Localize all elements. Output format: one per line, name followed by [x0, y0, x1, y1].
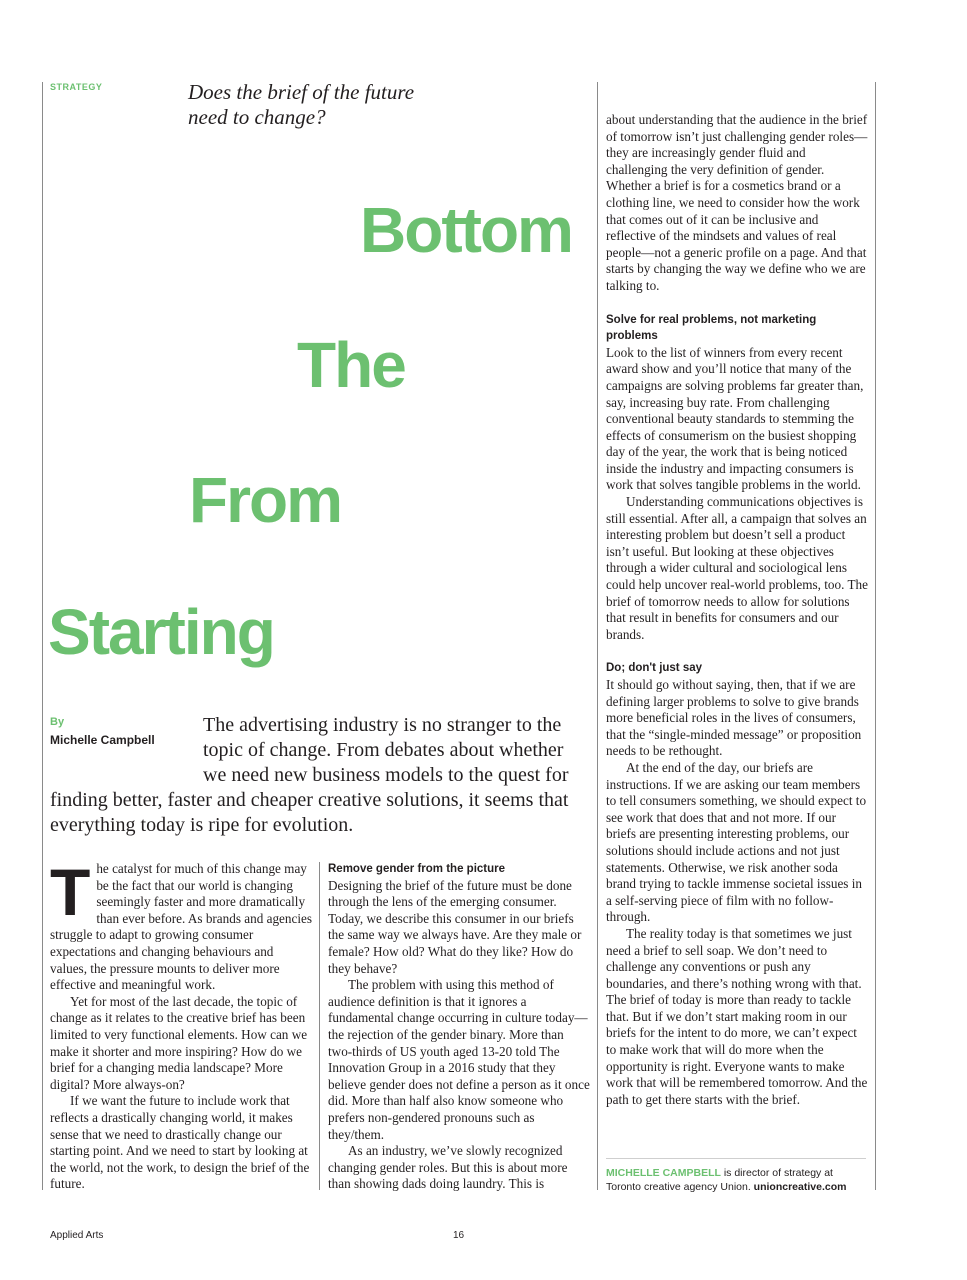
author-bio — [606, 1166, 868, 1194]
col2-paragraph-2: The problem with using this method of audience definition is that it ignores a fundamental change occurring in culture today—the rejection of the gender binary. More than two-thirds of US youth aged 13-20 told The Innovation Group in a 2016 study that they believe gender does not define a person as it once did. More than half also know someone who prefers non-gendered pronouns such as they/them. — [328, 977, 590, 1142]
dropcap: T — [50, 855, 91, 929]
col3-paragraph-2: Look to the list of winners from every recent award show and you’ll notice that many of the campaigns are solving problems far greater than, say, increasing buy rate. From challenging conventional beauty standards to stemming the effects of consumerism on the busiest shopping day of the year, the work that is being noticed inside the industry and impacting consumers is work that solves tangible problems in the world. — [606, 344, 864, 493]
byline-name: Michelle Campbell — [50, 733, 155, 747]
intro-text: The advertising industry is no stranger to the topic of change. From debates about whether we need new business models to the quest for finding better, faster and cheaper creative solutions, it seems that everything today is ripe for evolution. — [50, 714, 569, 836]
body-column-2 — [328, 861, 590, 1193]
body-column-1 — [50, 855, 313, 1193]
col3-paragraph-1: about understanding that the audience in the brief of tomorrow isn’t just challenging gender roles—they are increasingly gender fluid and challenging the very definition of gender. Whether a brief is for a cosmetics brand or a clothing line, we need to consider how the work that comes out of it can be inclusive and reflective of the mindsets and values of real people—not a generic profile on a page. And that starts by changing the way we define who we are talking to. — [606, 112, 868, 293]
col3-subheading-2: Do; don't just say — [606, 662, 703, 675]
col3-paragraph-4: It should go without saying, then, that if we are defining larger problems to solve to give brands more beneficial roles in the lives of consumers, that the “single-minded message” or proposition needs to be rethought. — [606, 677, 862, 759]
left-margin-rule — [42, 82, 43, 1190]
col3-paragraph-3: Understanding communications objectives is still essential. After all, a campaign that solves an interesting problem but doesn’t sell a product isn’t useful. But looking at these objectives through a wider cultural and sociological lens could help uncover real-world problems, too. The brief of tomorrow needs to allow for solutions that result in benefits for consumers and our brands. — [606, 494, 868, 642]
footer-publication: Applied Arts — [50, 1230, 104, 1241]
col3-subheading-1: Solve for real problems, not marketing problems — [606, 313, 817, 343]
headline-word-4: Starting — [48, 596, 274, 668]
column-rule-1 — [319, 862, 320, 1190]
footer-page-number: 16 — [453, 1230, 465, 1241]
col3-paragraph-6: The reality today is that sometimes we just need a brief to sell soap. We don’t need to challenge any conventions or push any boundaries, and there’s nothing wrong with that. The brief of today is more than ready to tackle that. But if we don’t start making room in our briefs for the intent to do more, we can’t expect to make work that will do more when the opportunity is right. Everyone wants to make work that will be remembered tomorrow. And the path to get there starts with the brief. — [606, 925, 868, 1107]
section-tag: STRATEGY — [50, 82, 103, 92]
col1-paragraph-3: If we want the future to include work that reflects a drastically changing world, it makes sense that we need to drastically change our starting point. And we need to start by looking at the world, not the work, to design the brief of the future. — [50, 1093, 310, 1192]
col1-paragraph-1 — [50, 855, 313, 994]
bio-divider — [606, 1158, 866, 1159]
col1-paragraph-2: Yet for most of the last decade, the topic of change as it relates to the creative brief has been limited to very functional elements. How can we make it shorter and more inspiring? How do we brief for a changing media landscape? More digital? More always-on? — [50, 993, 308, 1092]
deck: Does the brief of the future need to change? — [188, 80, 415, 129]
intro-paragraph — [50, 713, 590, 838]
col3-paragraph-5: At the end of the day, our briefs are instructions. If we are asking our team members to tell consumers something, we should expect to see work that does that and not more. If our briefs are presenting interesting problems, our solutions should include actions and not just statements. Otherwise, we risk another soda brand trying to tackle immense societal issues in a self-serving piece of film with no follow-through. — [606, 759, 867, 925]
col2-paragraph-3: As an industry, we’ve slowly recognized changing gender roles. But this is about more than showing dads doing laundry. This is — [328, 1143, 568, 1192]
headline-word-1: Bottom — [360, 194, 572, 266]
headline-word-3: From — [189, 464, 341, 536]
col1-p1-text: he catalyst for much of this change may be the fact that our world is changing seemingly faster and more dramatically than ever before. As brands and agencies struggle to adapt to growing consumer expectations and changing behaviours and values, the pressure mounts to deliver more effective and meaningful work. — [50, 861, 313, 993]
col2-subheading: Remove gender from the picture — [328, 863, 506, 875]
bio-url: unioncreative.com — [753, 1181, 847, 1193]
col2-paragraph-1: Designing the brief of the future must be done through the lens of the emerging consumer. Today, we describe this consumer in our briefs the same way we always have. Are they male or female? How old? What do they like? How do they behave? — [328, 877, 582, 976]
right-margin-rule — [875, 82, 876, 1190]
byline-label: By — [50, 716, 65, 728]
bio-name: MICHELLE CAMPBELL — [606, 1167, 721, 1179]
bio-text: is director of strategy at Toronto creative agency Union. — [606, 1167, 833, 1193]
body-column-3 — [606, 112, 868, 1108]
column-rule-2 — [597, 82, 598, 1190]
headline-word-2: The — [297, 329, 405, 401]
